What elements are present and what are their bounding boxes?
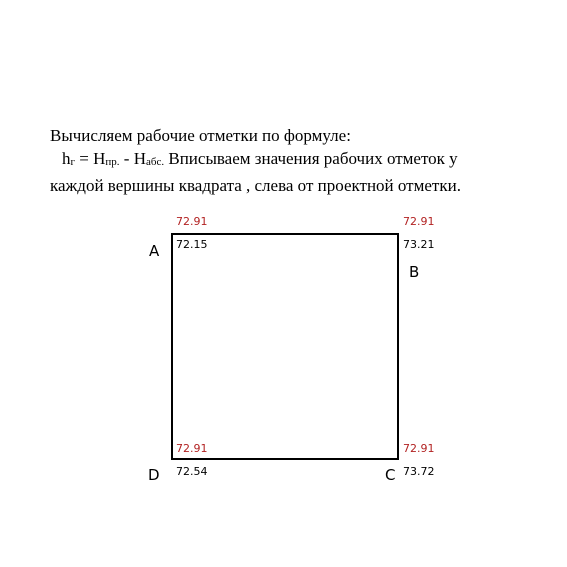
vertex-d-label: D <box>148 466 160 484</box>
vertex-a-actual-value: 72.15 <box>176 238 208 251</box>
instruction-text <box>50 124 550 197</box>
formula-line <box>50 147 550 174</box>
vertex-c-actual-value: 73.72 <box>403 465 435 478</box>
formula-h-subscript: г <box>70 156 76 168</box>
formula-habs-subscript: абс. <box>145 156 165 168</box>
vertex-b-actual-value: 73.21 <box>403 238 435 251</box>
formula-h: h <box>62 149 71 168</box>
formula-equals-h: = H <box>75 149 106 168</box>
vertex-a-design-value: 72.91 <box>176 215 208 228</box>
instruction-line-3: каждой вершины квадрата , слева от проектной отметки. <box>50 176 461 195</box>
vertex-b-design-value: 72.91 <box>403 215 435 228</box>
formula-hpr-subscript: пр. <box>105 156 120 168</box>
vertex-d-design-value: 72.91 <box>176 442 208 455</box>
vertex-a-label: A <box>149 242 160 260</box>
instruction-line-2-rest: Вписываем значения рабочих отметок у <box>164 149 458 168</box>
instruction-line-1: Вычисляем рабочие отметки по формуле: <box>50 126 351 145</box>
vertex-b-label: B <box>409 263 420 281</box>
vertex-c-design-value: 72.91 <box>403 442 435 455</box>
vertex-c-label: C <box>385 466 396 484</box>
grid-square <box>171 233 399 460</box>
formula-minus-h: - H <box>119 149 146 168</box>
vertex-d-actual-value: 72.54 <box>176 465 208 478</box>
